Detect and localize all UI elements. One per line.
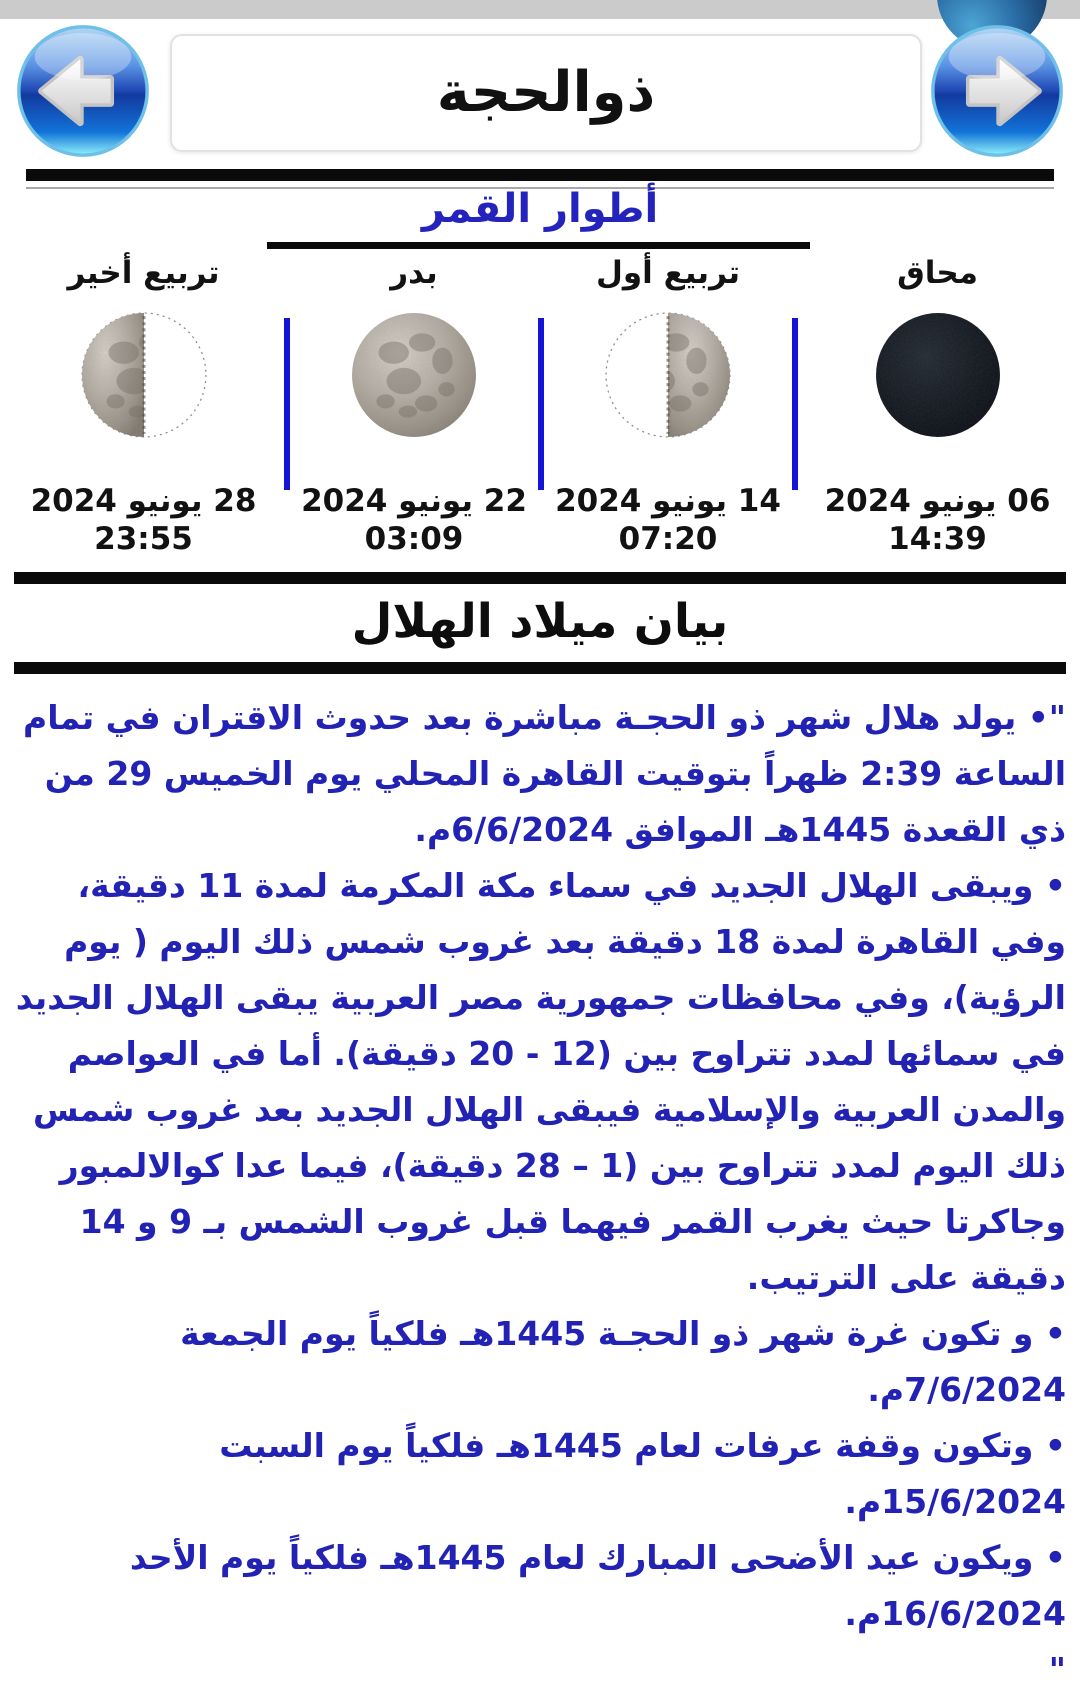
- phase-time: 03:09: [364, 521, 464, 557]
- full-moon-icon: [349, 310, 479, 440]
- last-quarter-moon-icon: [79, 310, 209, 440]
- statement-closing-quote: ": [1048, 1650, 1066, 1689]
- phase-time: 14:39: [888, 521, 987, 557]
- forward-button[interactable]: [928, 22, 1066, 160]
- statement-body: [14, 690, 1066, 1698]
- phase-label: تربيع أخير: [67, 255, 220, 291]
- back-button[interactable]: [14, 22, 152, 160]
- phase-date: 22 يونيو 2024: [301, 483, 527, 519]
- phase-date: 28 يونيو 2024: [30, 483, 257, 519]
- statement-title: بيان ميلاد الهلال: [351, 594, 729, 649]
- column-divider: [538, 318, 544, 490]
- first-quarter-moon-icon: [603, 310, 733, 440]
- back-arrow-icon: [14, 22, 152, 160]
- header-divider-thick: [26, 169, 1054, 181]
- statement-paragraph: • ويبقى الهلال الجديد في سماء مكة المكرمة لمدة 11 دقيقة، وفي القاهرة لمدة 18 دقيقة بعد غروب شمس ذلك اليوم ( يوم الرؤية)، وفي محافظات جمهورية مصر العربية يبقى الهلال الجديد في سمائها لمدد تتراوح بين (12 - 20 دقيقة). أما في العواصم والمدن العربية والإسلامية فيبقى الهلال الجديد بعد غروب شمس ذلك اليوم لمدد تتراوح بين (1 – 28 دقيقة)، فيما عدا كوالالمبور وجاكرتا حيث يغرب القمر فيهما قبل غروب الشمس بـ 9 و 14 دقيقة على الترتيب.: [15, 866, 1066, 1297]
- page-title: ذوالحجة: [436, 60, 656, 125]
- moon-phases-section: [0, 185, 1080, 565]
- phase-time: 23:55: [94, 521, 193, 557]
- status-bar: [0, 0, 1080, 19]
- phase-label: بدر: [390, 255, 438, 291]
- moon-phases-title: أطوار القمر: [421, 186, 659, 232]
- month-title-box: [170, 34, 922, 152]
- statement-paragraph: • ويكون عيد الأضحى المبارك لعام 1445هـ فلكياً يوم الأحد 16/6/2024م.: [129, 1538, 1066, 1633]
- column-divider: [792, 318, 798, 490]
- phase-time: 07:20: [618, 521, 718, 557]
- statement-divider-bottom: [14, 662, 1066, 674]
- phase-label: محاق: [897, 255, 978, 291]
- moon-phases-underline: [267, 242, 810, 249]
- phase-column-first-quarter: [541, 250, 795, 558]
- statement-paragraph: "• يولد هلال شهر ذو الحجـة مباشرة بعد حدوث الاقتران في تمام الساعة 2:39 ظهراً بتوقيت القاهرة المحلي يوم الخميس 29 من ذي القعدة 1445هـ الموافق 6/6/2024م.: [23, 698, 1066, 849]
- phase-date: 14 يونيو 2024: [555, 483, 781, 519]
- phase-label: تربيع أول: [596, 255, 740, 291]
- statement-divider-top: [14, 572, 1066, 584]
- phase-column-full-moon: [287, 250, 541, 558]
- column-divider: [284, 318, 290, 490]
- forward-arrow-icon: [928, 22, 1066, 160]
- phase-date: 06 يونيو 2024: [824, 483, 1051, 519]
- statement-paragraph: • و تكون غرة شهر ذو الحجـة 1445هـ فلكياً يوم الجمعة 7/6/2024م.: [180, 1314, 1066, 1409]
- statement-paragraph: • وتكون وقفة عرفات لعام 1445هـ فلكياً يوم السبت 15/6/2024م.: [219, 1426, 1066, 1521]
- phase-column-last-quarter: [0, 250, 287, 558]
- phase-column-new-moon: [795, 250, 1080, 558]
- new-moon-icon: [873, 310, 1003, 440]
